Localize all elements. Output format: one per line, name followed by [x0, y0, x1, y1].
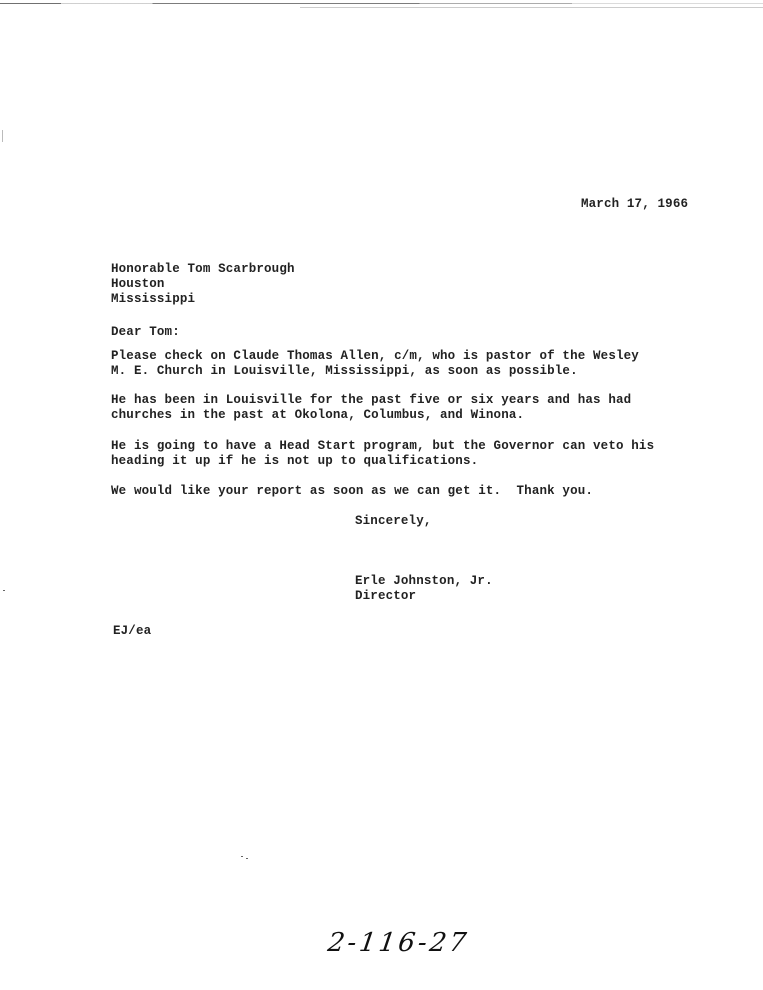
handwritten-file-number: 2-116-27 [325, 928, 471, 958]
paragraph-line: We would like your report as soon as we can get it. Thank you. [111, 484, 594, 498]
salutation: Dear Tom: [111, 325, 180, 339]
paragraph-4 [111, 484, 593, 499]
paragraph-2 [111, 393, 631, 423]
paragraph-1 [111, 349, 639, 379]
recipient-address [111, 262, 295, 307]
recipient-name: Honorable Tom Scarbrough [111, 262, 295, 276]
scan-speck [2, 130, 3, 142]
paragraph-line: He is going to have a Head Start program, but the Governor can veto his [111, 439, 655, 453]
paragraph-line: churches in the past at Okolona, Columbus, and Winona. [111, 408, 525, 422]
letter-date: March 17, 1966 [581, 197, 689, 211]
typist-initials: EJ/ea [113, 624, 152, 638]
paragraph-line: Please check on Claude Thomas Allen, c/m, who is pastor of the Wesley [111, 349, 639, 363]
scan-edge-line [0, 3, 763, 4]
closing: Sincerely, [355, 514, 432, 528]
scan-speck [246, 858, 248, 859]
signer-title: Director [355, 589, 417, 603]
scan-speck [241, 856, 243, 857]
scan-speck [3, 590, 5, 591]
recipient-city: Houston [111, 277, 165, 291]
paragraph-3 [111, 439, 654, 469]
signature-block [355, 574, 493, 604]
paragraph-line: heading it up if he is not up to qualifications. [111, 454, 479, 468]
recipient-state: Mississippi [111, 292, 196, 306]
paragraph-line: He has been in Louisville for the past five or six years and has had [111, 393, 632, 407]
signer-name: Erle Johnston, Jr. [355, 574, 493, 588]
paragraph-line: M. E. Church in Louisville, Mississippi, as soon as possible. [111, 364, 578, 378]
scan-edge-line-secondary [300, 7, 763, 8]
